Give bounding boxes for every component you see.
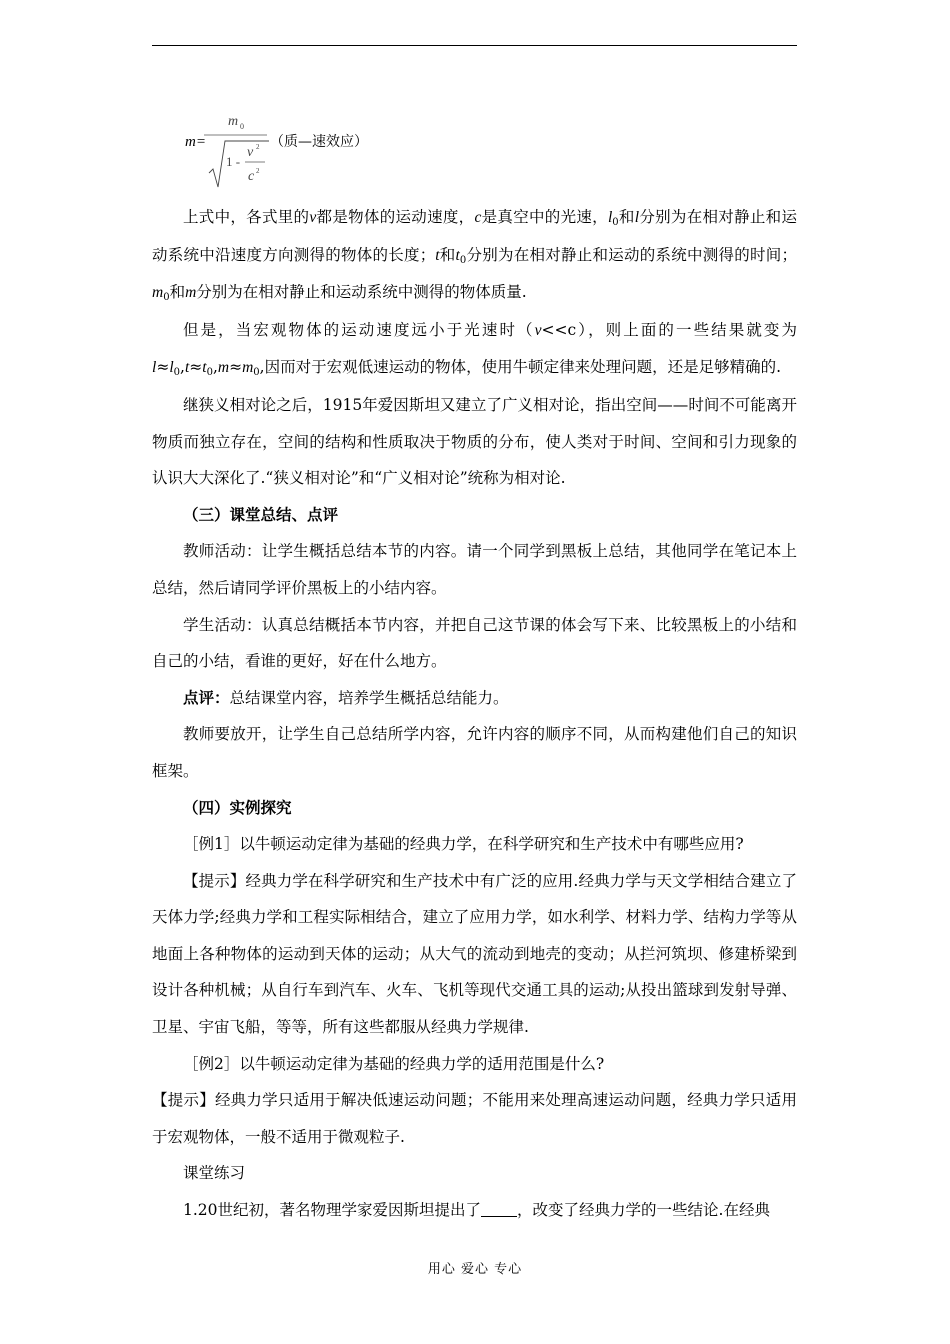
example-1: ［例1］以牛顿运动定律为基础的经典力学，在科学研究和生产技术中有哪些应用? — [183, 835, 744, 854]
formula-graphic — [152, 105, 412, 195]
text: 是真空中的光速， — [481, 208, 608, 226]
paragraph-teacher-note: 教师要放开，让学生自己总结所学内容，允许内容的顺序不同，从而构建他们自己的知识框架。 — [152, 725, 797, 780]
var-t0: t — [202, 359, 207, 377]
example-2: ［例2］以牛顿运动定律为基础的经典力学的适用范围是什么? — [183, 1054, 605, 1073]
var-l: l — [607, 209, 613, 226]
text: 分别为在相对静止和运动系统中沿速度方向测得的物体的长度； — [152, 208, 797, 264]
subscript: 0 — [459, 254, 467, 266]
comment-text: 总结课堂内容，培养学生概括总结能力。 — [229, 688, 509, 707]
var-m: m — [185, 284, 197, 302]
subscript: 0 — [206, 367, 213, 379]
question-1 — [152, 1192, 797, 1229]
hint-2: 【提示】经典力学只适用于解决低速运动问题；不能用来处理高速运动问题，经典力学只适用于宏观物体，一般不适用于微观粒子. — [152, 1091, 797, 1146]
var-v: v — [534, 321, 542, 339]
section-heading-examples: （四）实例探究 — [183, 797, 292, 817]
var-m0: m — [152, 284, 164, 302]
paragraph-teacher-activity: 教师活动：让学生概括总结本节的内容。请一个同学到黑板上总结，其他同学在笔记本上总结，然后请同学评价黑板上的小结内容。 — [152, 542, 797, 597]
hint-1: 【提示】经典力学在科学研究和生产技术中有广泛的应用.经典力学与天文学相结合建立了天体力学;经典力学和工程实际相结合，建立了应用力学，如水利学、材料力学、结构力学等从地面上各种物体的运动到天体的运动；从大气的流动到地壳的变动；从拦河筑坝、修建桥梁到设计各种机械；从自行车到汽车、火车、飞机等现代交通工具的运动;从投出篮球到发射导弹、卫星、宇宙飞船，等等，所有这些都服从经典力学规律. — [152, 871, 797, 1037]
var-t: t — [184, 359, 190, 377]
var-m0: m — [242, 359, 254, 377]
comment-label: 点评： — [183, 687, 230, 707]
answer-blank[interactable] — [481, 1200, 517, 1217]
var-m: m — [217, 359, 230, 377]
subscript: 0 — [173, 367, 180, 379]
approx: ≈ — [229, 358, 243, 377]
formula-lhs: m= — [185, 134, 206, 150]
formula-c-exp: 2 — [256, 167, 260, 175]
question-text: ，改变了经典力学的一些结论.在经典 — [517, 1201, 770, 1220]
formula-one-minus: 1 - — [226, 154, 241, 169]
formula-note: （质—速效应） — [270, 134, 368, 150]
formula-v-exp: 2 — [256, 143, 260, 151]
var-l0: l — [169, 359, 174, 377]
subscript: 0 — [612, 217, 619, 228]
subscript: 0 — [163, 292, 170, 304]
text: 和 — [618, 208, 635, 226]
text: 上式中，各式里的 — [183, 208, 310, 226]
paragraph-comment — [152, 680, 797, 717]
var-l: l — [152, 359, 157, 377]
paragraph-general-relativity: 继狭义相对论之后，1915年爱因斯坦又建立了广义相对论，指出空间——时间不可能离开物质而独立存在，空间的结构和性质取决于物质的分布，使人类对于时间、空间和引力现象的认识大大深化了.“狭义相对论”和“广义相对论”统称为相对论. — [152, 395, 797, 488]
document-body — [152, 105, 797, 1229]
text: ,因而对于宏观低速运动的物体，使用牛顿定律来处理问题，还是足够精确的. — [259, 358, 782, 377]
var-l: l — [634, 209, 640, 226]
question-text: 1.20世纪初，著名物理学家爱因斯坦提出了 — [183, 1201, 482, 1220]
var-v: v — [309, 209, 317, 226]
text: 但是，当宏观物体的运动速度远小于光速时（ — [183, 320, 535, 339]
text: 和 — [169, 283, 186, 302]
formula-numerator: m — [228, 114, 239, 129]
comma: , — [180, 358, 185, 377]
formula-numerator-sub: 0 — [240, 122, 244, 131]
paragraph-variables — [152, 199, 797, 312]
comma: , — [212, 358, 218, 377]
var-t: t — [435, 246, 440, 264]
practice-title: 课堂练习 — [183, 1164, 246, 1183]
page-footer: 用心 爱心 专心 — [427, 1262, 523, 1277]
text: <<c），则上面的一些结果就变为 — [541, 320, 797, 339]
text: 都是物体的运动速度， — [316, 208, 475, 226]
paragraph-student-activity: 学生活动：认真总结概括本节内容，并把自己这节课的体会写下来、比较黑板上的小结和自己的小结，看谁的更好，好在什么地方。 — [152, 615, 797, 671]
formula-c: c — [248, 169, 255, 184]
approx: ≈ — [156, 358, 170, 377]
formula-v: v — [247, 145, 254, 160]
header-rule — [152, 45, 797, 46]
text: 和 — [439, 245, 456, 264]
var-t0: t — [455, 246, 460, 264]
text: 分别为在相对静止和运动的系统中测得的时间； — [466, 245, 797, 264]
var-c: c — [474, 209, 482, 226]
paragraph-low-speed — [152, 312, 797, 387]
approx: ≈ — [189, 358, 203, 377]
mass-velocity-formula — [152, 105, 797, 195]
text: 分别为在相对静止和运动系统中测得的物体质量. — [196, 283, 527, 302]
section-heading-summary: （三）课堂总结、点评 — [183, 504, 339, 524]
subscript: 0 — [253, 367, 260, 379]
